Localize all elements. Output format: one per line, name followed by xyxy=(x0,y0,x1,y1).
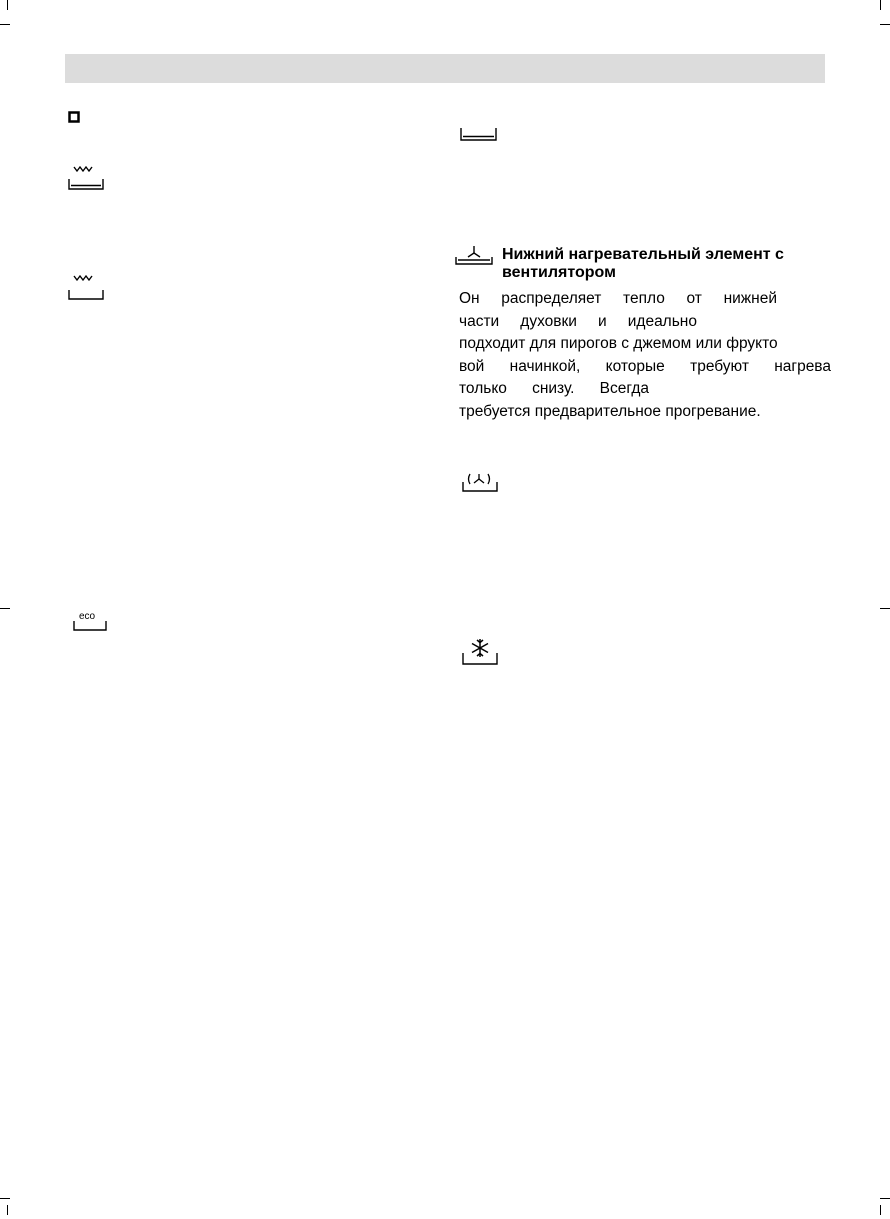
crop-mark xyxy=(0,24,10,25)
crop-mark xyxy=(7,1205,8,1215)
top-heat-icon xyxy=(68,271,104,301)
crop-mark xyxy=(880,24,890,25)
header-bar xyxy=(65,54,825,83)
square-icon xyxy=(68,111,80,123)
section-body xyxy=(459,288,831,423)
body-line: Он распределяет тепло от нижней xyxy=(459,290,777,307)
crop-mark xyxy=(0,1198,10,1199)
eco-icon-label: eco xyxy=(79,611,96,622)
crop-mark xyxy=(880,1198,890,1199)
crop-mark xyxy=(7,0,8,10)
fan-icon xyxy=(460,470,500,494)
crop-mark xyxy=(880,1205,881,1215)
crop-mark xyxy=(0,608,10,609)
body-line: подходит для пирогов с джемом или фрукто xyxy=(459,335,778,352)
defrost-icon xyxy=(460,637,500,667)
body-line: части духовки и идеально xyxy=(459,312,697,330)
body-line: вой начинкой, которые требуют нагрева xyxy=(459,357,831,375)
top-bottom-heat-icon xyxy=(68,162,104,192)
section-title: Нижний нагревательный элемент с вентилятором xyxy=(502,246,784,281)
body-line: только снизу. Всегда xyxy=(459,380,649,397)
crop-mark xyxy=(880,0,881,10)
bottom-heat-fan-icon xyxy=(455,244,493,268)
bottom-heat-icon xyxy=(460,124,498,144)
crop-mark xyxy=(880,608,890,609)
body-line: требуется предварительное прогревание. xyxy=(459,402,761,420)
